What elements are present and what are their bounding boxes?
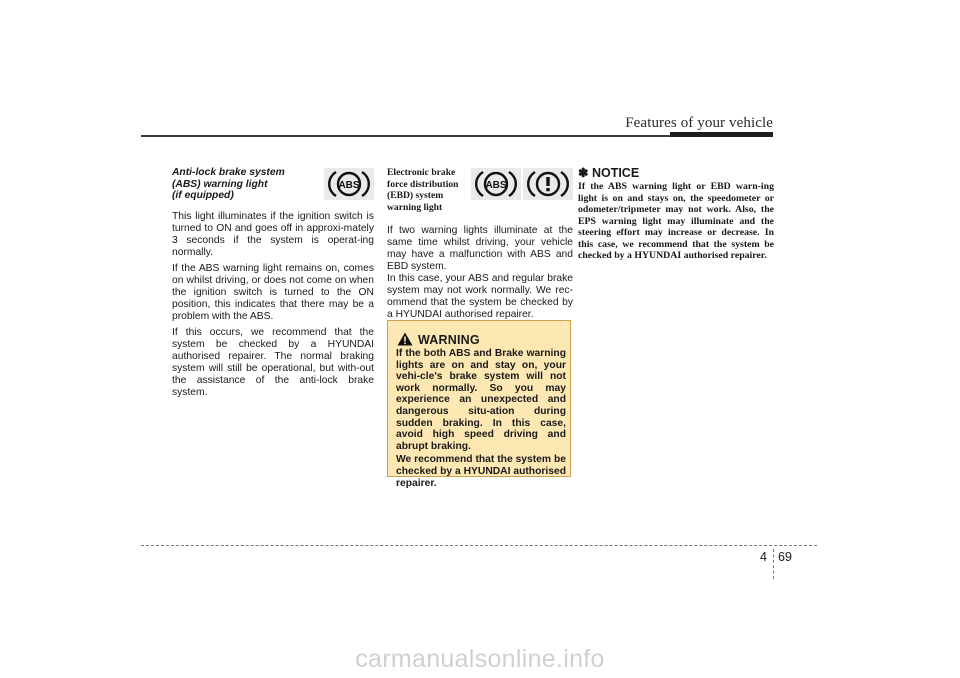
ebd-paragraph: If two warning lights illuminate at the same time whilst driving, your vehicle may have a malfunction with ABS and EBD system. bbox=[387, 225, 573, 272]
page-number-divider bbox=[773, 549, 774, 579]
abs-section-heading bbox=[172, 167, 287, 202]
watermark: carmanualsonline.info bbox=[355, 645, 605, 673]
heading-line: (if equipped) bbox=[172, 190, 234, 201]
warning-triangle-icon bbox=[397, 332, 413, 346]
warning-paragraph: If the both ABS and Brake warning lights are on and stay on, your vehi-cle's brake system will not work normally. So you may experience an unexpected and dangerous situ-ation during sudden braking. In this case, avoid high speed driving and abrupt braking. bbox=[396, 348, 566, 452]
svg-text:ABS: ABS bbox=[338, 180, 360, 191]
svg-text:ABS: ABS bbox=[485, 180, 507, 191]
heading-line: Electronic brake bbox=[387, 167, 456, 178]
abs-section bbox=[172, 167, 374, 403]
heading-line: force distribution bbox=[387, 178, 459, 190]
heading-line: (EBD) system bbox=[387, 190, 444, 201]
heading-line: warning light bbox=[387, 201, 443, 213]
notice-title: ✽ NOTICE bbox=[578, 166, 640, 180]
abs-warning-icon bbox=[324, 168, 374, 200]
abs-paragraph: This light illuminates if the ignition switch is turned to ON and goes off in approxi-mately 3 seconds if the system is operat-ing normally. bbox=[172, 210, 374, 258]
chapter-number: 4 bbox=[760, 550, 767, 564]
heading-line: Anti-lock brake system bbox=[172, 167, 285, 178]
page-number: 69 bbox=[778, 550, 792, 564]
warning-paragraph: We recommend that the system be checked by a HYUNDAI authorised repairer. bbox=[396, 454, 566, 489]
header-rule-accent bbox=[670, 132, 773, 137]
notice-text: If the ABS warning light or EBD warn-ing light is on and stays on, the speedometer or odometer/tripmeter may not work. Also, the EPS warning light may illuminate and the steering effort may increase or decrease. In this case, we recommend that the system be checked by a HYUNDAI authorised repairer. bbox=[578, 181, 774, 261]
warning-title: WARNING bbox=[418, 333, 480, 347]
abs-warning-icon bbox=[471, 168, 521, 200]
brake-exclamation-icon bbox=[523, 168, 573, 200]
footer-rule bbox=[141, 545, 817, 546]
ebd-section-heading bbox=[387, 167, 467, 213]
running-header: Features of your vehicle bbox=[625, 115, 773, 131]
abs-paragraph: If this occurs, we recommend that the system be checked by a HYUNDAI authorised repairer. The normal braking system will still be operational, but with-out the assistance of the anti-lock brake system. bbox=[172, 326, 374, 398]
warning-box bbox=[387, 320, 571, 489]
warning-text bbox=[396, 348, 566, 491]
abs-paragraph: If the ABS warning light remains on, comes on whilst driving, or does not come on when the ignition switch is turned to the ON position, this indicates that there may be a problem with the ABS. bbox=[172, 262, 374, 322]
ebd-paragraph: In this case, your ABS and regular brake system may not work normally. We rec-ommend that the system be checked by a HYUNDAI authorised repairer. bbox=[387, 273, 573, 320]
heading-line: (ABS) warning light bbox=[172, 178, 268, 190]
notice-section bbox=[578, 167, 774, 262]
